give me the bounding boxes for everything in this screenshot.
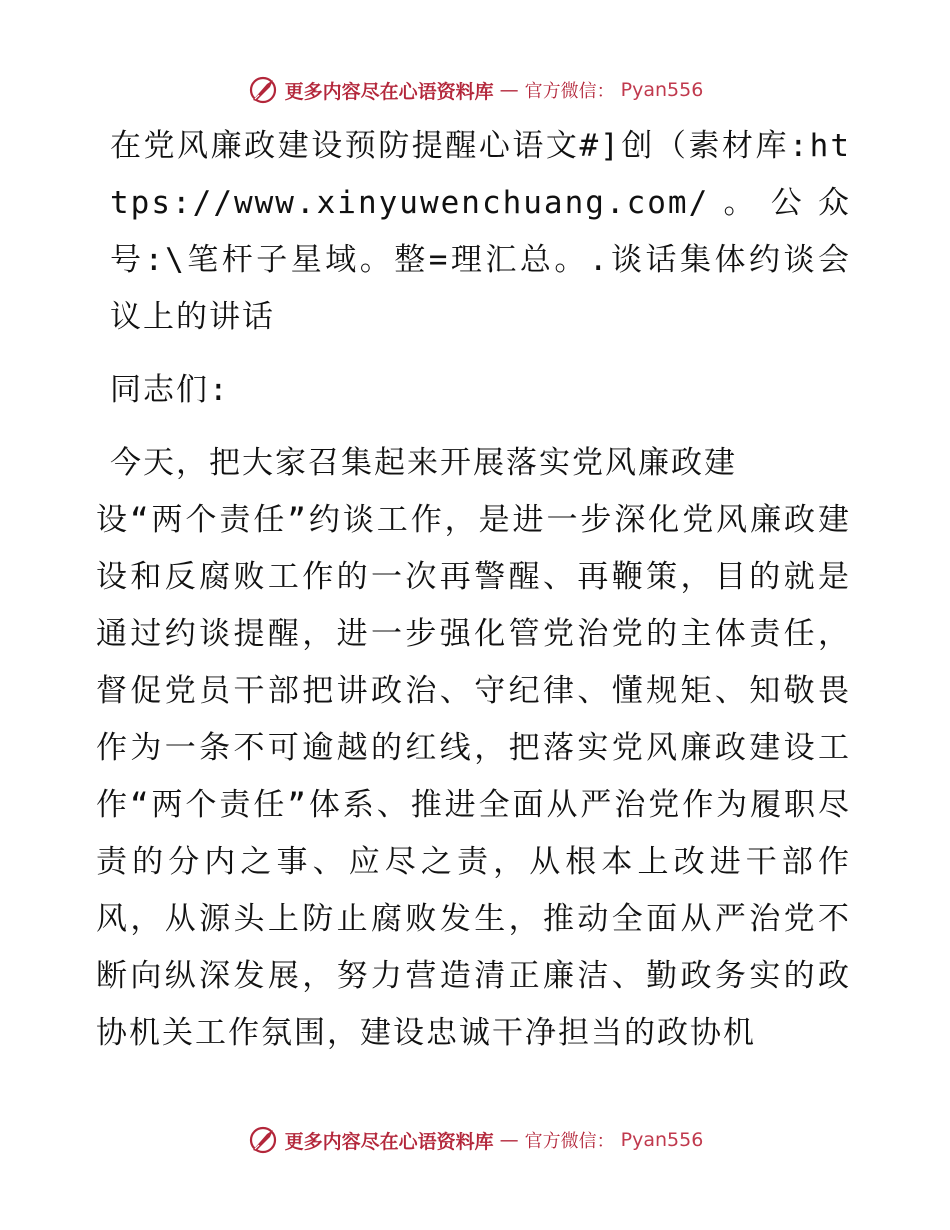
banner-wechat-label: 官方微信： [524,81,615,102]
quill-pen-logo-icon [247,74,279,106]
document-body [96,118,851,1062]
banner-text: 更多内容尽在心语资料库 [284,80,494,103]
banner-wechat-label: 官方微信： [524,1131,615,1152]
paragraph-lead: 今天，把大家召集起来开展落实党风廉政建 [110,445,737,481]
banner-separator: — [499,79,519,101]
footer-watermark-banner [0,1120,950,1160]
banner-text: 更多内容尽在心语资料库 [284,1130,494,1153]
quill-pen-logo-icon [247,1124,279,1156]
header-watermark-banner [0,70,950,110]
banner-wechat-id: Pyan556 [620,79,704,101]
banner-wechat-id: Pyan556 [620,1129,704,1151]
banner-separator: — [499,1129,519,1151]
paragraph-body: 设“两个责任”约谈工作，是进一步深化党风廉政建设和反腐败工作的一次再警醒、再鞭策，目的就是通过约谈提醒，进一步强化管党治党的主体责任，督促党员干部把讲政治、守纪律、懂规矩、知敬畏作为一条不可逾越的红线，把落实党风廉政建设工作“两个责任”体系、推进全面从严治党作为履职尽责的分内之事、应尽之责，从根本上改进干部作风，从源头上防止腐败发生，推动全面从严治党不断向纵深发展，努力营造清正廉洁、勤政务实的政协机关工作氛围，建设忠诚干净担当的政协机 [96,502,851,1051]
document-title: 在党风廉政建设预防提醒心语文#]创（素材库:https://www.xinyuwenchuang.com/。公众号:\笔杆子星域。整=理汇总。.谈话集体约谈会议上的讲话 [110,128,851,335]
document-greeting: 同志们: [110,372,230,408]
